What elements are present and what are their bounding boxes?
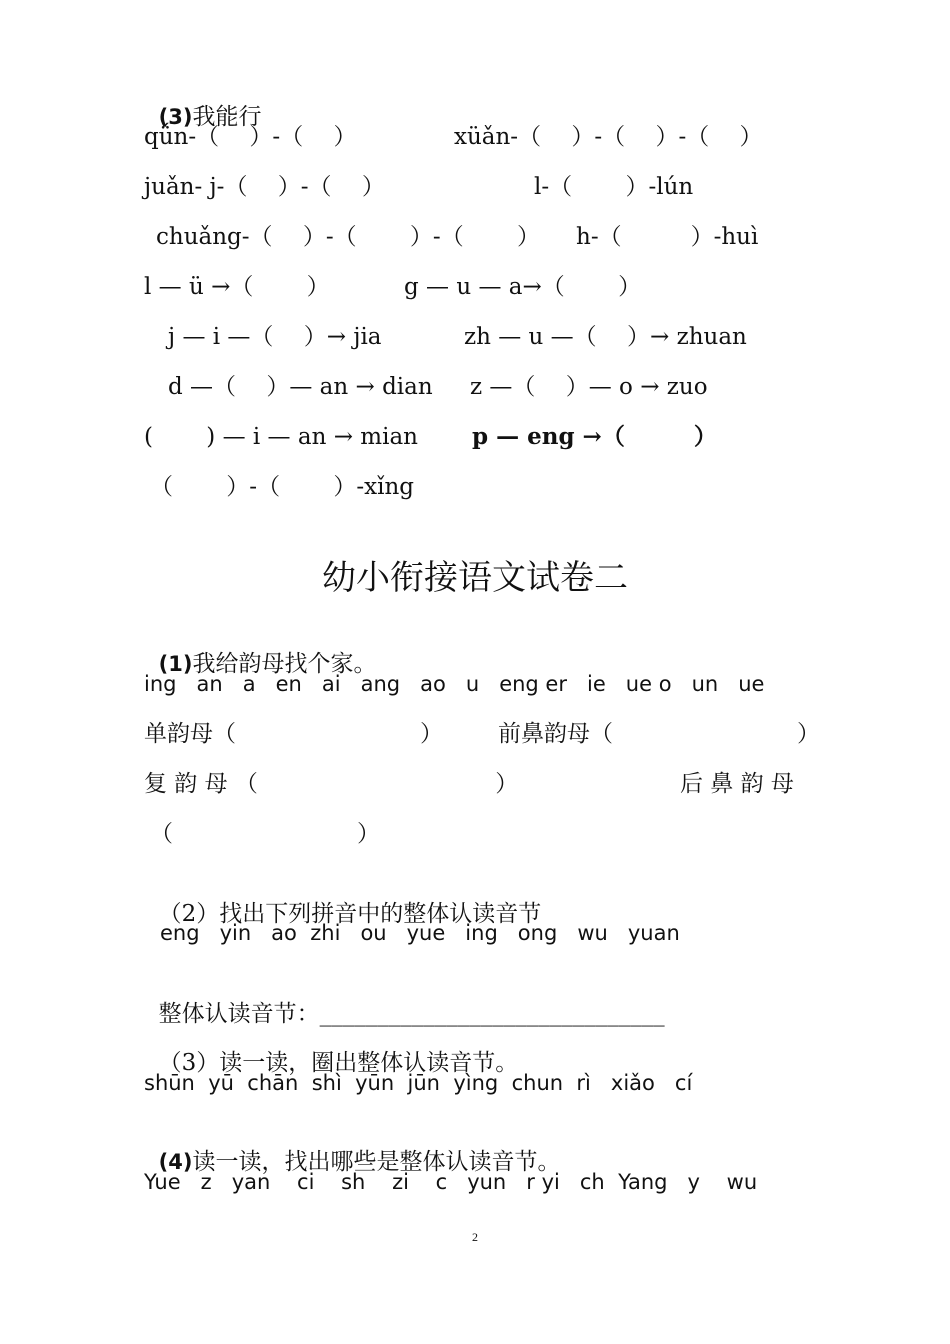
q2-number: （2） xyxy=(158,901,220,927)
page-title: 幼小衔接语文试卷二 xyxy=(322,558,628,598)
q3-number: （3） xyxy=(158,1050,220,1076)
q2-answer-label: 整体认读音节： xyxy=(158,1001,320,1027)
exercise-line: h-（ ）-huì xyxy=(576,224,759,250)
q4-pinyin: Yue z yan ci sh zi c yun r yi ch Yang y wu xyxy=(144,1170,758,1194)
section3-title: 我能行 xyxy=(192,104,262,130)
q3-pinyin: shūn yū chān shì yūn jūn yìng chun rì xiǎo cí xyxy=(144,1071,693,1095)
exercise-line: d —（ ）— an → dian xyxy=(168,374,433,400)
q1-hou-bi-yunmu-blank: （ ） xyxy=(150,821,380,847)
q4-number: (4) xyxy=(158,1150,193,1174)
exercise-line: z —（ ）— o → zuo xyxy=(470,374,708,400)
exercise-line: j — i —（ ）→ jia xyxy=(168,324,382,350)
q2-answer-line: ______________________________ xyxy=(319,1001,665,1027)
exercise-line: qǘn-（ ）-（ ） xyxy=(144,124,357,150)
exercise-line: zh — u —（ ）→ zhuan xyxy=(464,324,747,350)
q1-fu-yunmu: 复 韵 母 （ ） xyxy=(144,771,519,797)
exercise-line: g — u — a→（ ） xyxy=(404,274,642,300)
q1-text: 我给韵母找个家。 xyxy=(192,651,377,677)
section3-number: (3) xyxy=(158,105,193,129)
q4-text: 读一读，找出哪些是整体认读音节。 xyxy=(192,1149,561,1175)
exercise-line: l — ü →（ ） xyxy=(144,274,330,300)
exercise-line: l-（ ）-lún xyxy=(534,174,694,200)
exercise-line: ( ) — i — an → mian xyxy=(144,424,418,450)
exercise-line: p — eng →（ ） xyxy=(472,423,717,450)
q1-number: (1) xyxy=(158,652,193,676)
exercise-line: juǎn- j-（ ）-（ ） xyxy=(144,174,385,200)
page-number: 2 xyxy=(472,1230,478,1244)
exercise-line: xüǎn-（ ）-（ ）-（ ） xyxy=(454,124,763,150)
q3-text: 读一读，圈出整体认读音节。 xyxy=(219,1050,519,1076)
q2-text: 找出下列拼音中的整体认读音节 xyxy=(219,901,542,927)
q2-pinyin: eng yin ao zhi ou yue ing ong wu yuan xyxy=(160,921,680,945)
exercise-line: （ ）-（ ）-xǐng xyxy=(150,474,415,500)
q1-hou-bi-yunmu: 后 鼻 韵 母 xyxy=(680,771,794,797)
q1-dan-yunmu: 单韵母（ ） xyxy=(144,721,443,747)
q1-qian-bi-yunmu: 前鼻韵母（ ） xyxy=(498,721,820,747)
q1-pinyin: ing an a en ai ang ao u eng er ie ue o un ue xyxy=(144,672,765,696)
exercise-line: chuǎng-（ ）-（ ）-（ ） xyxy=(156,224,541,250)
